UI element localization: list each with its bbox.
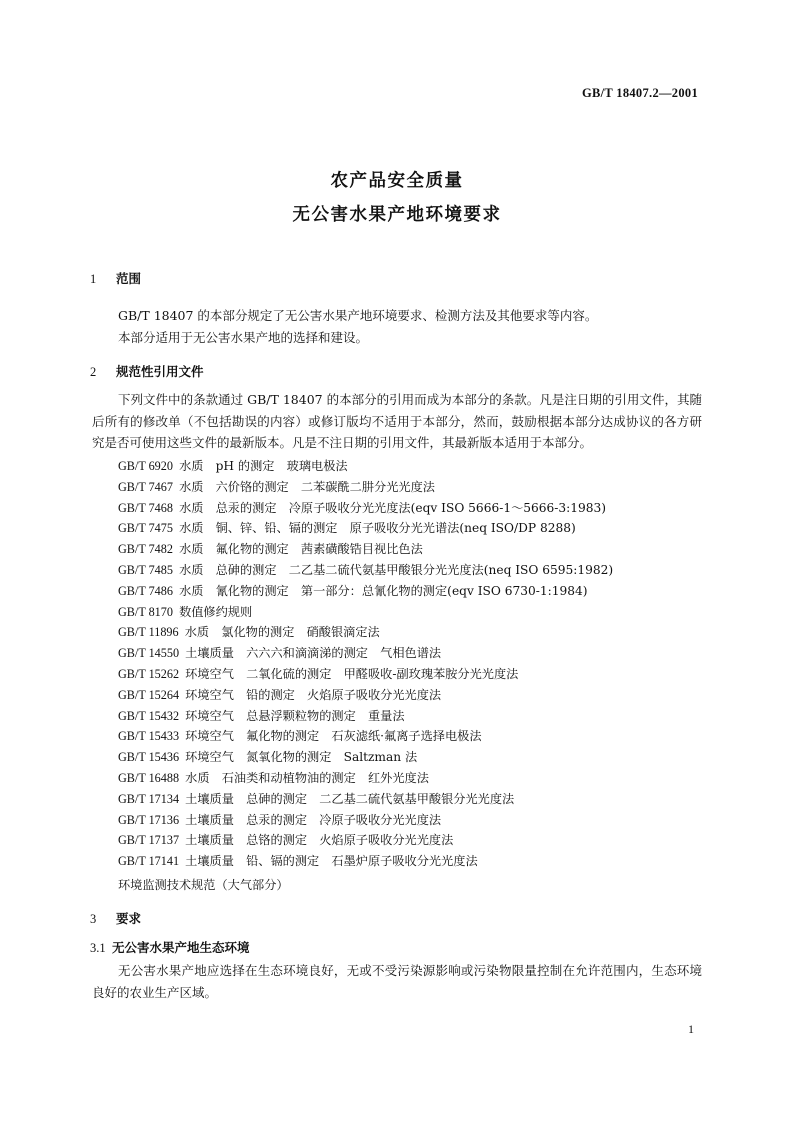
reference-title: 水质 氟化物的测定 茜素磺酸锆目视比色法 [179,542,423,557]
reference-code: GB/T 8170 [118,604,173,619]
reference-item [118,560,718,581]
standard-code: GB/T 18407.2—2001 [582,86,698,100]
section-2-intro [92,389,702,454]
section-1-body [92,305,702,348]
reference-item [118,622,718,643]
extra-reference: 环境监测技术规范（大气部分） [118,878,289,892]
reference-title: 数值修约规则 [179,604,253,619]
paragraph: 无公害水果产地应选择在生态环境良好，无或不受污染源影响或污染物限量控制在允许范围内，生态环境良好的农业生产区域。 [92,963,702,1000]
section-number: 2 [90,365,97,379]
section-1-heading [90,269,141,287]
reference-title: 土壤质量 总砷的测定 二乙基二硫代氨基甲酸银分光光度法 [185,791,515,806]
paragraph: GB/T 18407 的本部分规定了无公害水果产地环境要求、检测方法及其他要求等内容。 [118,308,598,323]
reference-code: GB/T 7482 [118,542,173,557]
reference-title: 水质 pH 的测定 玻璃电极法 [179,459,348,473]
reference-title: 土壤质量 总铬的测定 火焰原子吸收分光光度法 [185,833,454,848]
section-title: 范围 [116,271,142,286]
reference-code: GB/T 7485 [118,562,173,577]
paragraph: 本部分适用于无公害水果产地的选择和建设。 [118,329,369,345]
reference-code: GB/T 17137 [118,833,180,848]
reference-code: GB/T 6920 [118,459,173,473]
reference-item [118,581,718,602]
reference-code: GB/T 17134 [118,791,180,806]
reference-item [118,602,718,623]
reference-title: 环境空气 氟化物的测定 石灰滤纸·氟离子选择电极法 [185,729,482,744]
reference-item [118,477,718,498]
reference-code: GB/T 16488 [118,770,180,785]
reference-title: 水质 石油类和动植物油的测定 红外光度法 [185,770,429,785]
reference-title: 水质 铜、锌、铅、镉的测定 原子吸收分光光谱法(neq ISO/DP 8288) [179,521,576,536]
reference-item [118,747,718,768]
reference-title: 环境空气 总悬浮颗粒物的测定 重量法 [185,708,405,723]
subsection-title: 无公害水果产地生态环境 [112,940,250,955]
reference-item [118,456,718,477]
document-title-line-1: 农产品安全质量 [330,171,464,191]
reference-item [118,726,718,747]
reference-code: GB/T 7486 [118,583,173,598]
reference-code: GB/T 15264 [118,687,180,702]
reference-title: 水质 氰化物的测定 第一部分：总氰化物的测定(eqv ISO 6730-1:1984) [179,583,588,598]
reference-code: GB/T 15262 [118,666,180,681]
reference-title: 土壤质量 总汞的测定 冷原子吸收分光光度法 [185,812,442,827]
reference-code: GB/T 17136 [118,812,180,827]
reference-item [118,830,718,851]
reference-title: 环境空气 二氧化硫的测定 甲醛吸收-副玫瑰苯胺分光光度法 [185,666,519,681]
reference-title: 水质 六价铬的测定 二苯碳酰二肼分光光度法 [179,479,435,494]
reference-title: 环境空气 铅的测定 火焰原子吸收分光光度法 [185,687,442,702]
reference-code: GB/T 7475 [118,521,173,536]
reference-item [118,539,718,560]
reference-code: GB/T 7468 [118,500,173,515]
reference-item [118,851,718,872]
document-title-line-2: 无公害水果产地环境要求 [292,205,502,225]
reference-title: 水质 总汞的测定 冷原子吸收分光光度法(eqv ISO 5666-1～5666-3:1983) [179,500,607,515]
reference-code: GB/T 14550 [118,646,180,661]
reference-title: 水质 总砷的测定 二乙基二硫代氨基甲酸银分光光度法(neq ISO 6595:1982) [179,562,614,577]
subsection-number: 3.1 [90,941,106,955]
reference-item [118,706,718,727]
reference-list [118,456,718,872]
reference-item [118,789,718,810]
section-number: 3 [90,912,97,926]
section-number: 1 [90,272,97,286]
section-2-heading [90,362,204,380]
reference-title: 土壤质量 六六六和滴滴涕的测定 气相色谱法 [185,646,442,661]
reference-code: GB/T 15433 [118,729,180,744]
page-number: 1 [688,1022,694,1036]
reference-title: 水质 氯化物的测定 硝酸银滴定法 [184,625,380,640]
reference-item [118,643,718,664]
reference-item [118,498,718,519]
section-title: 规范性引用文件 [116,364,204,379]
reference-code: GB/T 15436 [118,750,180,765]
reference-item [118,810,718,831]
reference-title: 环境空气 氮氧化物的测定 Saltzman 法 [185,750,418,765]
reference-code: GB/T 17141 [118,854,180,869]
reference-item [118,685,718,706]
reference-code: GB/T 11896 [118,625,179,640]
reference-code: GB/T 15432 [118,708,180,723]
reference-item [118,518,718,539]
section-title: 要求 [116,911,142,926]
reference-code: GB/T 7467 [118,479,173,494]
reference-item [118,768,718,789]
reference-title: 土壤质量 铅、镉的测定 石墨炉原子吸收分光光度法 [185,854,478,869]
subsection-3-1-body [92,960,702,1003]
reference-item [118,664,718,685]
paragraph: 下列文件中的条款通过 GB/T 18407 的本部分的引用而成为本部分的条款。凡是注日期的引用文件，其随后所有的修改单（不包括勘误的内容）或修订版均不适用于本部分，然而，鼓励根据本部分达成协议的各方研究是否可使用这些文件的最新版本。凡是不注日期的引用文件，其最新版本适用于本部分。 [92,392,702,450]
section-3-heading [90,909,141,927]
subsection-3-1-heading [90,938,250,956]
